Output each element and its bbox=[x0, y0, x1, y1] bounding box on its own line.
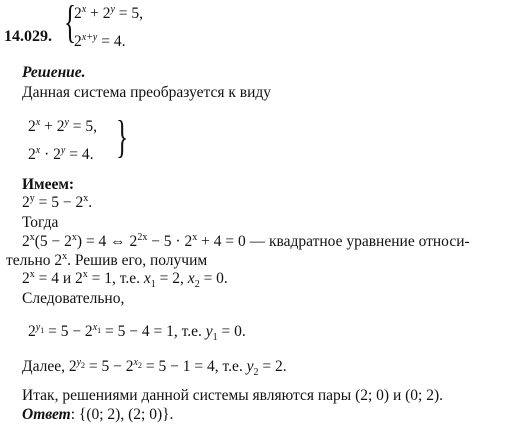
intro-text: Данная система преобразуется к виду bbox=[22, 84, 272, 101]
main-equation: $2^x(5 - 2^x) = 4$ ⇔ $2^{2x} - 5 \cdot 2^x + 4 = 0$ — квадратное уравнение относи- bbox=[22, 231, 470, 250]
transformed-equation-2: $2^x \cdot 2^y = 4$. bbox=[28, 144, 94, 163]
system-equation-2: $2^{x+y} = 4$. bbox=[74, 31, 126, 50]
system-equation-1: $2^x + 2^y = 5$, bbox=[74, 3, 144, 22]
transformed-equation-1: $2^x + 2^y = 5$, bbox=[28, 116, 98, 135]
y2-equation: Далее, $2^{y_2} = 5 - 2^{x_2} = 5 - 1 = 4$, т.е. $y_2 = 2$. bbox=[22, 356, 287, 379]
system-brace: { bbox=[64, 0, 77, 47]
then-label: Тогда bbox=[22, 214, 59, 231]
solution-label: Решение. bbox=[22, 64, 86, 81]
continuation-line: тельно 2$^x$. Решив его, получим bbox=[6, 250, 208, 269]
y1-equation: $2^{y_1} = 5 - 2^{x_1} = 5 - 4 = 1$, т.е. $y_1 = 0$. bbox=[28, 321, 246, 344]
consequently-label: Следовательно, bbox=[22, 290, 125, 307]
conclusion-text: Итак, решениями данной системы являются пары (2; 0) и (0; 2). bbox=[22, 387, 444, 404]
have-label: Имеем: bbox=[22, 176, 75, 193]
problem-number: 14.029. bbox=[4, 28, 52, 45]
roots-line: $2^x = 4$ и $2^x = 1$, т.е. $x_1 = 2$, $x_2 = 0$. bbox=[22, 268, 228, 291]
answer-label: Ответ bbox=[22, 406, 71, 423]
answer-line bbox=[22, 406, 173, 424]
answer-value: : {(0; 2), (2; 0)}. bbox=[70, 406, 174, 423]
have-equation: $2^y = 5 - 2^x$. bbox=[22, 192, 93, 211]
transformed-brace: } bbox=[116, 111, 129, 162]
